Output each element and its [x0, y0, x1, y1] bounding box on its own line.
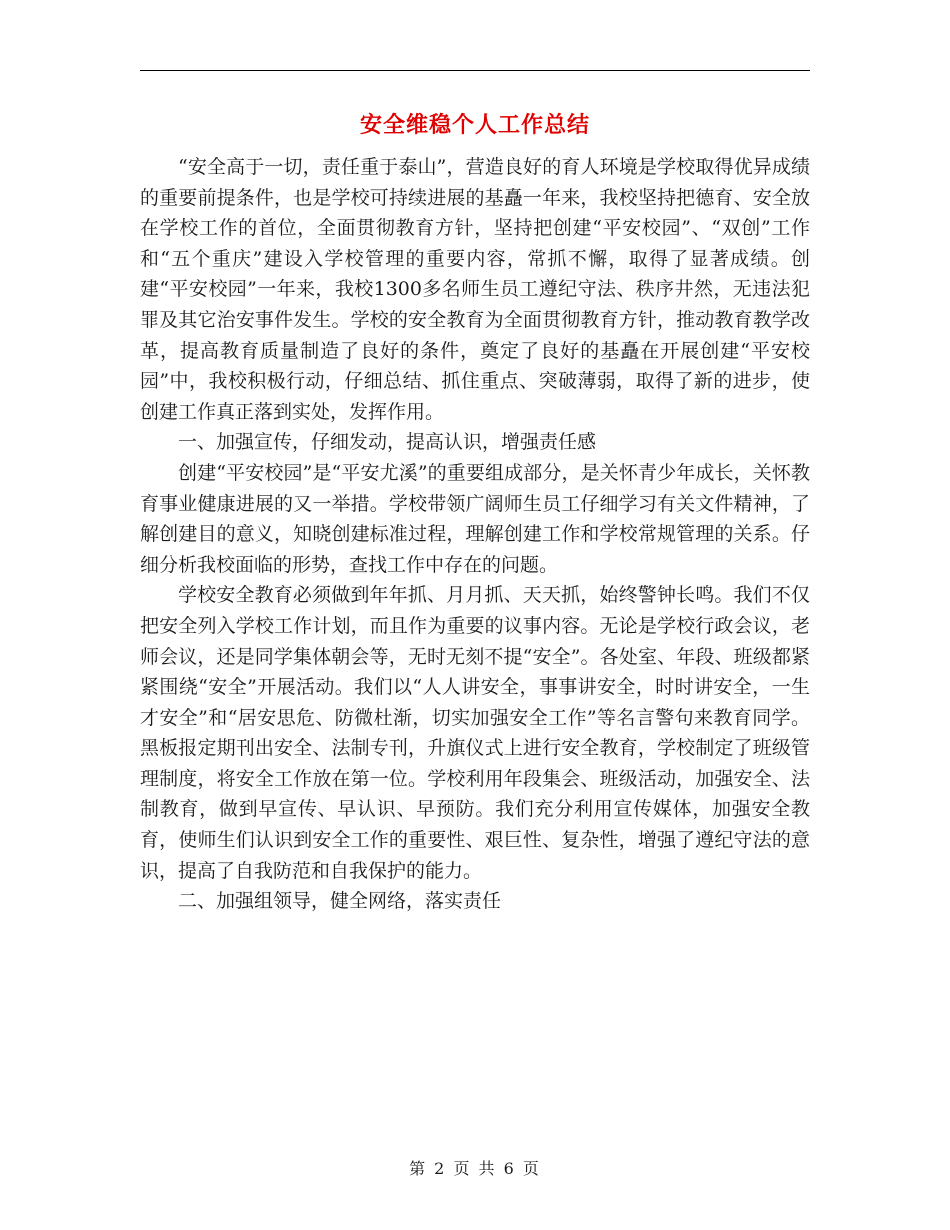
document-title: 安全维稳个人工作总结 — [359, 113, 590, 138]
header-rule — [140, 70, 810, 71]
document-body — [140, 152, 810, 917]
section-1-paragraph-1: 创建“平安校园”是“平安尤溪”的重要组成部分，是关怀青少年成长，关怀教育事业健康进展的又一举措。学校带领广阔师生员工仔细学习有关文件精神，了解创建目的意义，知晓创建标准过程，理解创建工作和学校常规管理的关系。仔细分析我校面临的形势，查找工作中存在的问题。 — [140, 461, 810, 576]
page-footer: 第 2 页 共 6 页 — [409, 1159, 541, 1178]
intro-paragraph: “安全高于一切，责任重于泰山”，营造良好的育人环境是学校取得优异成绩的重要前提条件，也是学校可持续进展的基矗一年来，我校坚持把德育、安全放在学校工作的首位，全面贯彻教育方针，坚持把创建“平安校园”、“双创”工作和“五个重庆”建设入学校管理的重要内容，常抓不懈，取得了显著成绩。创建“平安校园”一年来，我校1300多名师生员工遵纪守法、秩序井然，无违法犯罪及其它治安事件发生。学校的安全教育为全面贯彻教育方针，推动教育教学改革，提高教育质量制造了良好的条件，奠定了良好的基矗在开展创建“平安校园”中，我校积极行动，仔细总结、抓住重点、突破薄弱，取得了新的进步，使创建工作真正落到实处，发挥作用。 — [140, 156, 810, 423]
section-1-paragraph-2: 学校安全教育必须做到年年抓、月月抓、天天抓，始终警钟长鸣。我们不仅把安全列入学校工作计划，而且作为重要的议事内容。无论是学校行政会议，老师会议，还是同学集体朝会等，无时无刻不提“安全”。各处室、年段、班级都紧紧围绕“安全”开展活动。我们以“人人讲安全，事事讲安全，时时讲安全，一生才安全”和“居安思危、防微杜渐，切实加强安全工作”等名言警句来教育同学。黑板报定期刊出安全、法制专刊，升旗仪式上进行安全教育，学校制定了班级管理制度，将安全工作放在第一位。学校利用年段集会、班级活动，加强安全、法制教育，做到早宣传、早认识、早预防。我们充分利用宣传媒体，加强安全教育，使师生们认识到安全工作的重要性、艰巨性、复杂性，增强了遵纪守法的意识，提高了自我防范和自我保护的能力。 — [140, 584, 810, 882]
section-heading-1: 一、加强宣传，仔细发动，提高认识，增强责任感 — [178, 431, 597, 454]
section-heading-2: 二、加强组领导，健全网络，落实责任 — [178, 890, 502, 913]
